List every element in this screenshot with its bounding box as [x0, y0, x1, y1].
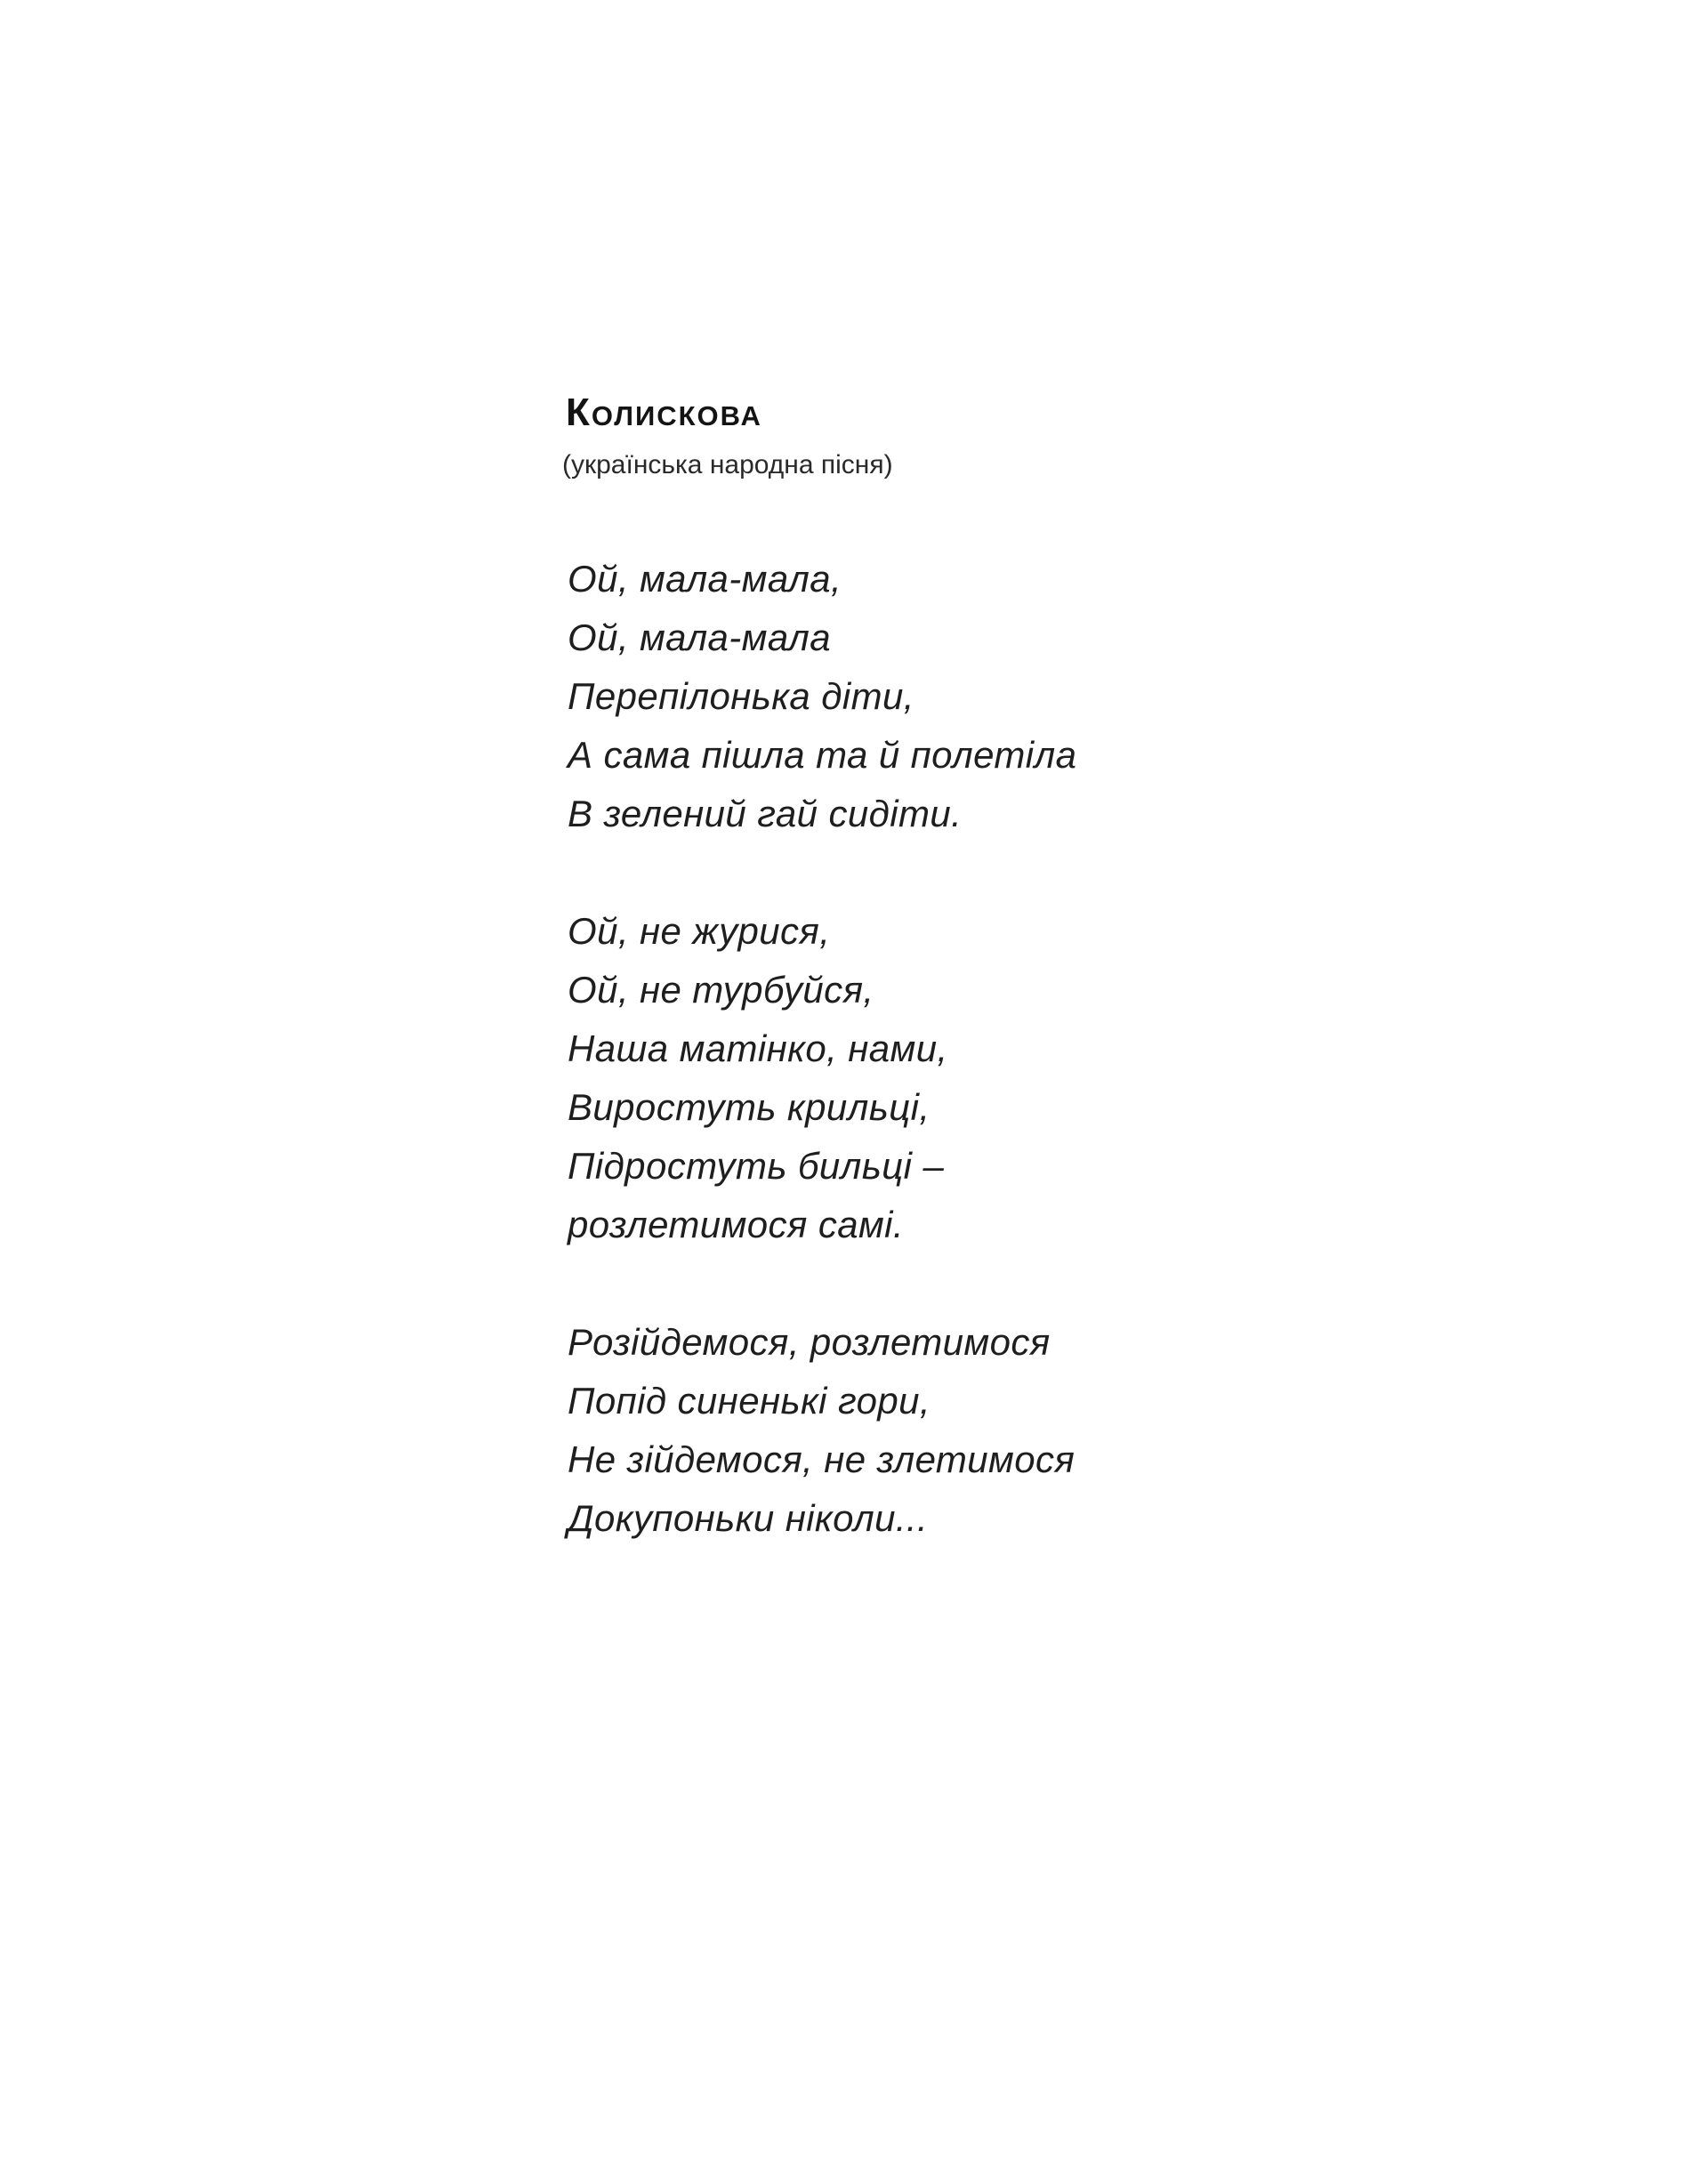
poem-line: розлетимося самі. — [568, 1204, 904, 1245]
stanza-1 — [568, 550, 1076, 843]
poem-line: Докупоньки ніколи... — [568, 1497, 929, 1539]
poem-line: Ой, мала-мала — [568, 616, 832, 658]
stanza-3 — [568, 1313, 1076, 1548]
poem-line: Наша матінко, нами, — [568, 1027, 948, 1069]
poem-line: Виростуть крильці, — [568, 1086, 931, 1128]
poem-subtitle: (українська народна пісня) — [562, 450, 893, 479]
poem-body — [568, 550, 1076, 1607]
poem-line: В зелений гай сидіти. — [568, 793, 963, 834]
poem-line: Підростуть бильці – — [568, 1145, 945, 1187]
poem-line: Розійдемося, розлетимося — [568, 1321, 1051, 1363]
poem-line: А сама пішла та й полетіла — [568, 734, 1077, 776]
poem-line: Ой, не журися, — [568, 910, 831, 952]
poem-title: Колискова — [566, 391, 762, 434]
poem-line: Ой, не турбуйся, — [568, 969, 874, 1011]
poem-line: Ой, мала-мала, — [568, 558, 842, 600]
poem-line: Перепілонька діти, — [568, 675, 914, 717]
poem-line: Попід синенькі гори, — [568, 1380, 931, 1422]
stanza-2 — [568, 902, 1076, 1254]
poem-line: Не зійдемося, не злетимося — [568, 1438, 1076, 1480]
